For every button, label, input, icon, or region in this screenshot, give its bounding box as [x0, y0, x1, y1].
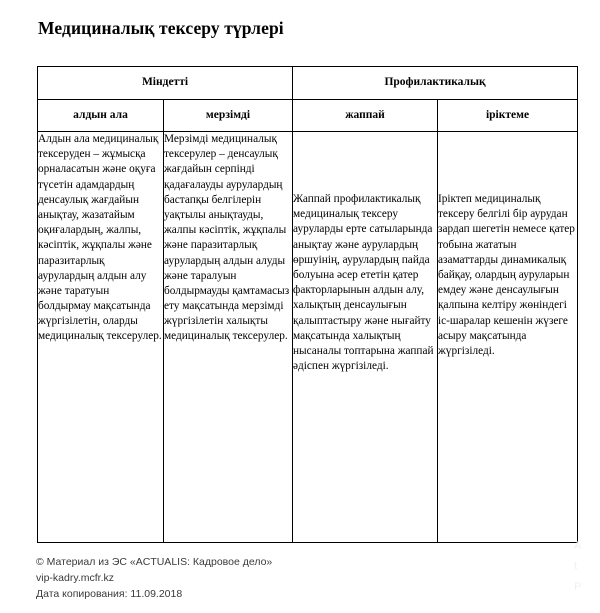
column-header-iriktem: іріктеме — [438, 100, 578, 132]
medical-examination-types-table — [37, 66, 578, 543]
column-header-zhappai: жаппай — [293, 100, 438, 132]
cell-text-aldyn-ala: Алдын ала медициналық тексеруден – жұмысқа орналасатын және оқуға түсетін адамдардың денсаулық жағдайын анықтау, жазатайым оқиғалардың, жалпы, кәсіптік, жұқпалы және паразитарлық аурулардың алдын алу және таратуын болдырмау мақсатында жүргізілетін, оларды медициналық тексерулер. — [38, 133, 162, 343]
edge-watermark — [574, 536, 600, 597]
table-row — [38, 132, 578, 543]
watermark-line-2: t — [574, 560, 578, 573]
page-title: Медициналық тексеру түрлері — [38, 17, 284, 38]
footer-source-line: © Материал из ЭС «ACTUALIS: Кадровое дело» — [36, 556, 273, 568]
table-group-header-row — [38, 67, 578, 100]
footer-copy-date-line: Дата копирования: 11.09.2018 — [36, 587, 183, 600]
medical-examination-types-table-wrapper — [37, 66, 577, 543]
cell-text-iriktem: Іріктеп медициналық тексеру белгілі бір аурудан зардап шегетін немесе қатер тобына жататын азаматтарды динамикалық байқау, олардың ауруларын емдеу және денсаулығын қалпына келтіру жөніндегі іс-шаралар кешенін жүзеге асыру мақсатында жүргізіледі. — [438, 193, 575, 357]
column-group-mandatory: Міндетті — [38, 67, 293, 100]
table-body — [38, 132, 578, 543]
cell-aldyn-ala — [38, 132, 164, 543]
watermark-line-3: P — [574, 580, 582, 593]
column-header-aldyn-ala: алдын ала — [38, 100, 164, 132]
cell-iriktem — [438, 132, 578, 543]
watermark-line-1: A — [574, 540, 582, 552]
column-header-merzimdi: мерзімді — [164, 100, 293, 132]
table-header — [38, 67, 578, 132]
cell-text-zhappai: Жаппай профилактикалық медициналық тексеру ауруларды ерте сатыларында анықтау және аурулардың өршуінің, аурулардың пайда болуына әсер ететін қатер факторларынын алдын алу, халықтың денсаулығын қалыптастыру және нығайту мақсатында халықтың нысаналы топтарына жаппай әдіспен жүргізіледі. — [293, 193, 434, 373]
column-group-preventive: Профилактикалық — [293, 67, 578, 100]
table-subheader-row — [38, 100, 578, 132]
footer-attribution — [36, 555, 272, 602]
cell-merzimdi — [164, 132, 293, 543]
cell-text-merzimdi: Мерзімді медициналық тексерулер – денсаулық жағдайын серпінді қадағалауды аурулардың бастапқы белгілерін уақтылы анықтауды, жалпы кәсіптік, жұқпалы және паразитарлық аурулардың алдын алуды және таралуын болдырмауды қамтамасыз ету мақсатында мерзімді жүргізілетін халықты медициналық тексерулер. — [164, 133, 290, 343]
cell-zhappai — [293, 132, 438, 543]
footer-site-line: vip-kadry.mcfr.kz — [36, 571, 114, 584]
